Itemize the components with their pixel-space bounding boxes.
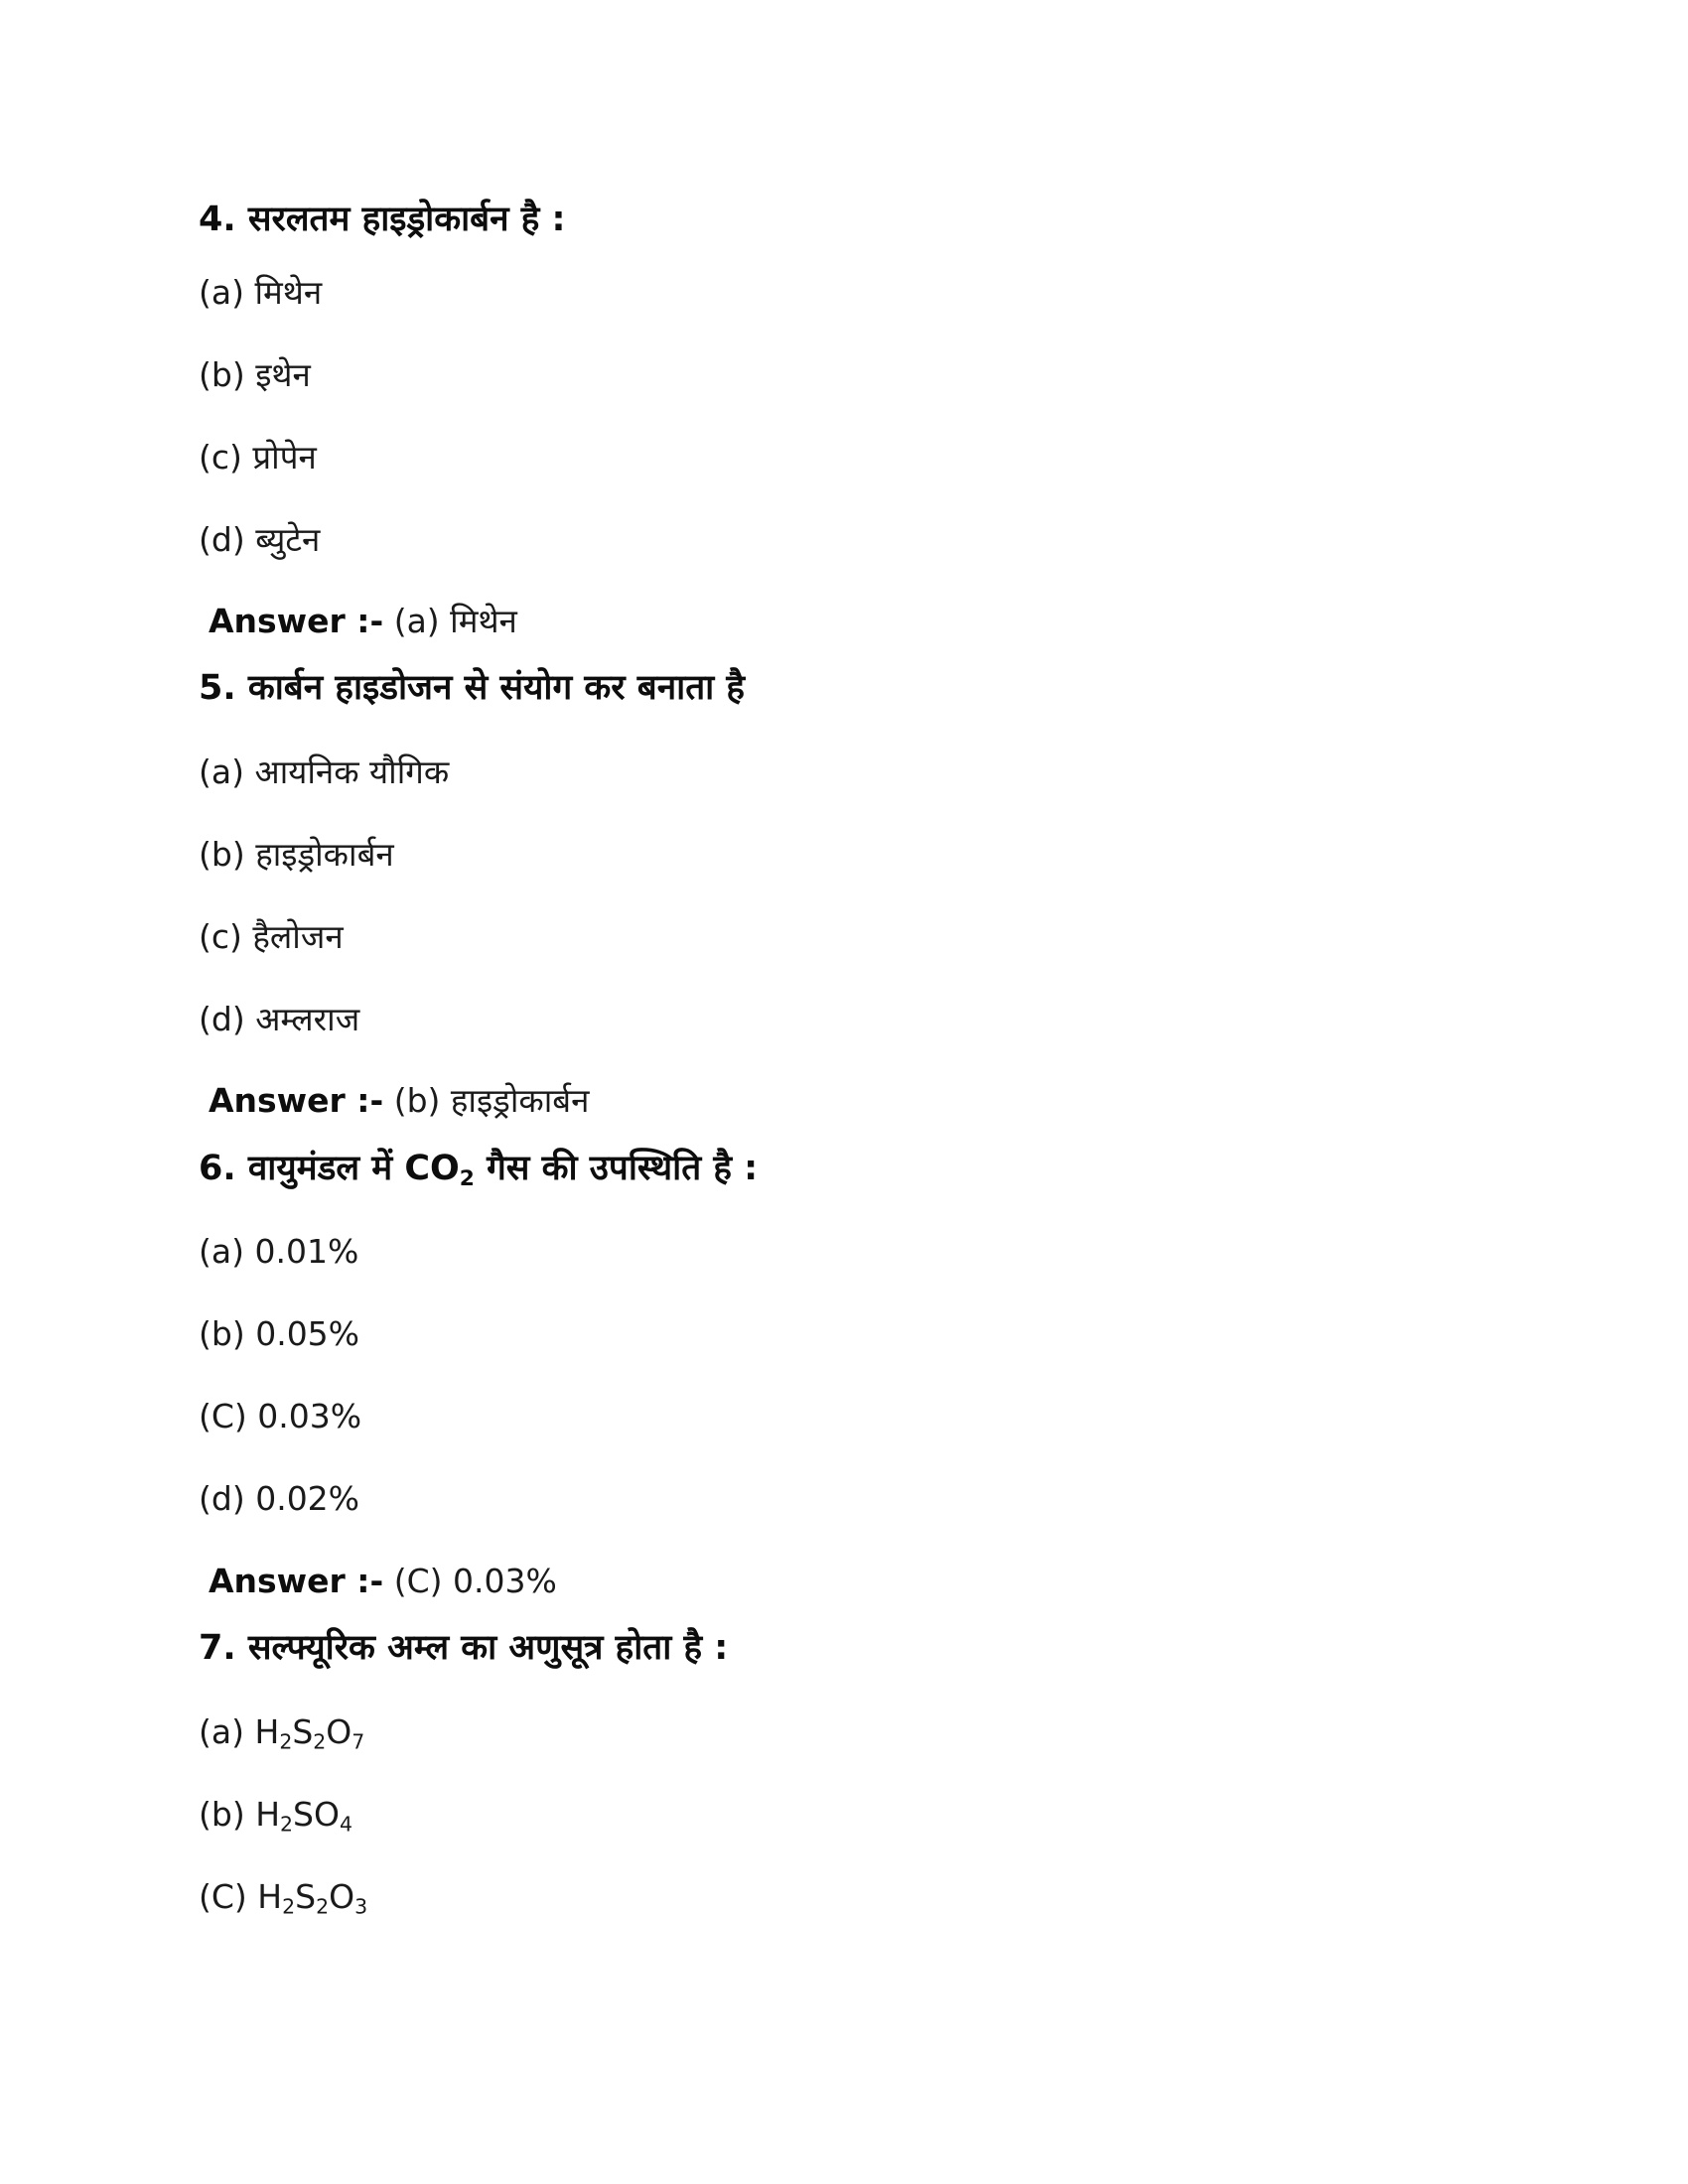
question-4-option-d — [199, 520, 321, 559]
option-text: इथेन — [255, 355, 311, 394]
question-number: 5. — [199, 668, 236, 708]
option-text: हैलोजन — [252, 917, 344, 956]
option-label: (b) — [199, 835, 245, 874]
option-text: 0.03% — [257, 1397, 362, 1435]
option-text: प्रोपेन — [252, 438, 317, 477]
option-text: आयनिक यौगिक — [254, 752, 450, 791]
question-number: 6. — [199, 1149, 236, 1188]
question-6-option-b — [199, 1314, 360, 1353]
option-label: (d) — [199, 520, 245, 559]
question-text: सरलतम हाइड्रोकार्बन है : — [247, 200, 566, 239]
question-5-option-b — [199, 835, 394, 874]
option-label: (b) — [199, 1795, 245, 1834]
option-label: (b) — [199, 355, 245, 394]
question-4-option-b — [199, 355, 311, 394]
answer-value: (C) 0.03% — [393, 1562, 557, 1600]
question-4-option-c — [199, 438, 317, 477]
question-5-option-d — [199, 1000, 360, 1038]
answer-value: (b) हाइड्रोकार्बन — [393, 1081, 590, 1120]
option-text: अम्लराज — [255, 1000, 360, 1038]
question-text: सल्फ्यूरिक अम्ल का अणुसूत्र होता है : — [247, 1628, 729, 1668]
question-6-option-a — [199, 1232, 359, 1271]
answer-label: Answer :- — [209, 1081, 384, 1120]
question-6-option-c — [199, 1397, 362, 1435]
chemical-formula: $H_2S_2O_3$ — [257, 1877, 368, 1919]
question-5-heading — [199, 668, 745, 708]
question-number: 7. — [199, 1628, 236, 1668]
option-label: (b) — [199, 1314, 245, 1353]
answer-label: Answer :- — [209, 1562, 384, 1600]
option-label: (a) — [199, 1232, 244, 1271]
option-label: (d) — [199, 1000, 245, 1038]
question-7-option-c — [199, 1877, 368, 1919]
option-label: (c) — [199, 917, 242, 956]
answer-label: Answer :- — [209, 602, 384, 640]
option-label: (a) — [199, 1712, 244, 1751]
question-4-option-a — [199, 273, 323, 312]
question-text: वायुमंडल में $CO_2$ गैस की उपस्थिति है : — [247, 1149, 759, 1192]
question-text: कार्बन हाइडोजन से संयोग कर बनाता है — [247, 668, 745, 708]
question-5-option-c — [199, 917, 344, 956]
question-4-answer — [209, 602, 517, 640]
question-number: 4. — [199, 200, 236, 239]
option-text: 0.01% — [254, 1232, 359, 1271]
option-label: (a) — [199, 752, 244, 791]
question-5-option-a — [199, 752, 450, 791]
answer-value: (a) मिथेन — [393, 602, 517, 640]
option-label: (C) — [199, 1397, 247, 1435]
question-6-answer — [209, 1562, 557, 1600]
option-text: हाइड्रोकार्बन — [255, 835, 394, 874]
option-text: 0.05% — [255, 1314, 360, 1353]
question-7-heading — [199, 1628, 729, 1668]
option-text: मिथेन — [254, 273, 323, 312]
chemical-formula: $H_2SO_4$ — [255, 1795, 352, 1837]
question-4-heading — [199, 200, 566, 239]
option-label: (a) — [199, 273, 244, 312]
question-7-option-b — [199, 1795, 352, 1837]
option-text: ब्युटेन — [255, 520, 321, 559]
question-6-heading — [199, 1149, 759, 1192]
option-label: (C) — [199, 1877, 247, 1916]
question-5-answer — [209, 1081, 590, 1120]
chemical-formula: $H_2S_2O_7$ — [254, 1712, 365, 1754]
option-label: (d) — [199, 1479, 245, 1518]
question-7-option-a — [199, 1712, 365, 1754]
option-label: (c) — [199, 438, 242, 477]
option-text: 0.02% — [255, 1479, 360, 1518]
question-6-option-d — [199, 1479, 360, 1518]
subscript: 2 — [459, 1166, 475, 1192]
